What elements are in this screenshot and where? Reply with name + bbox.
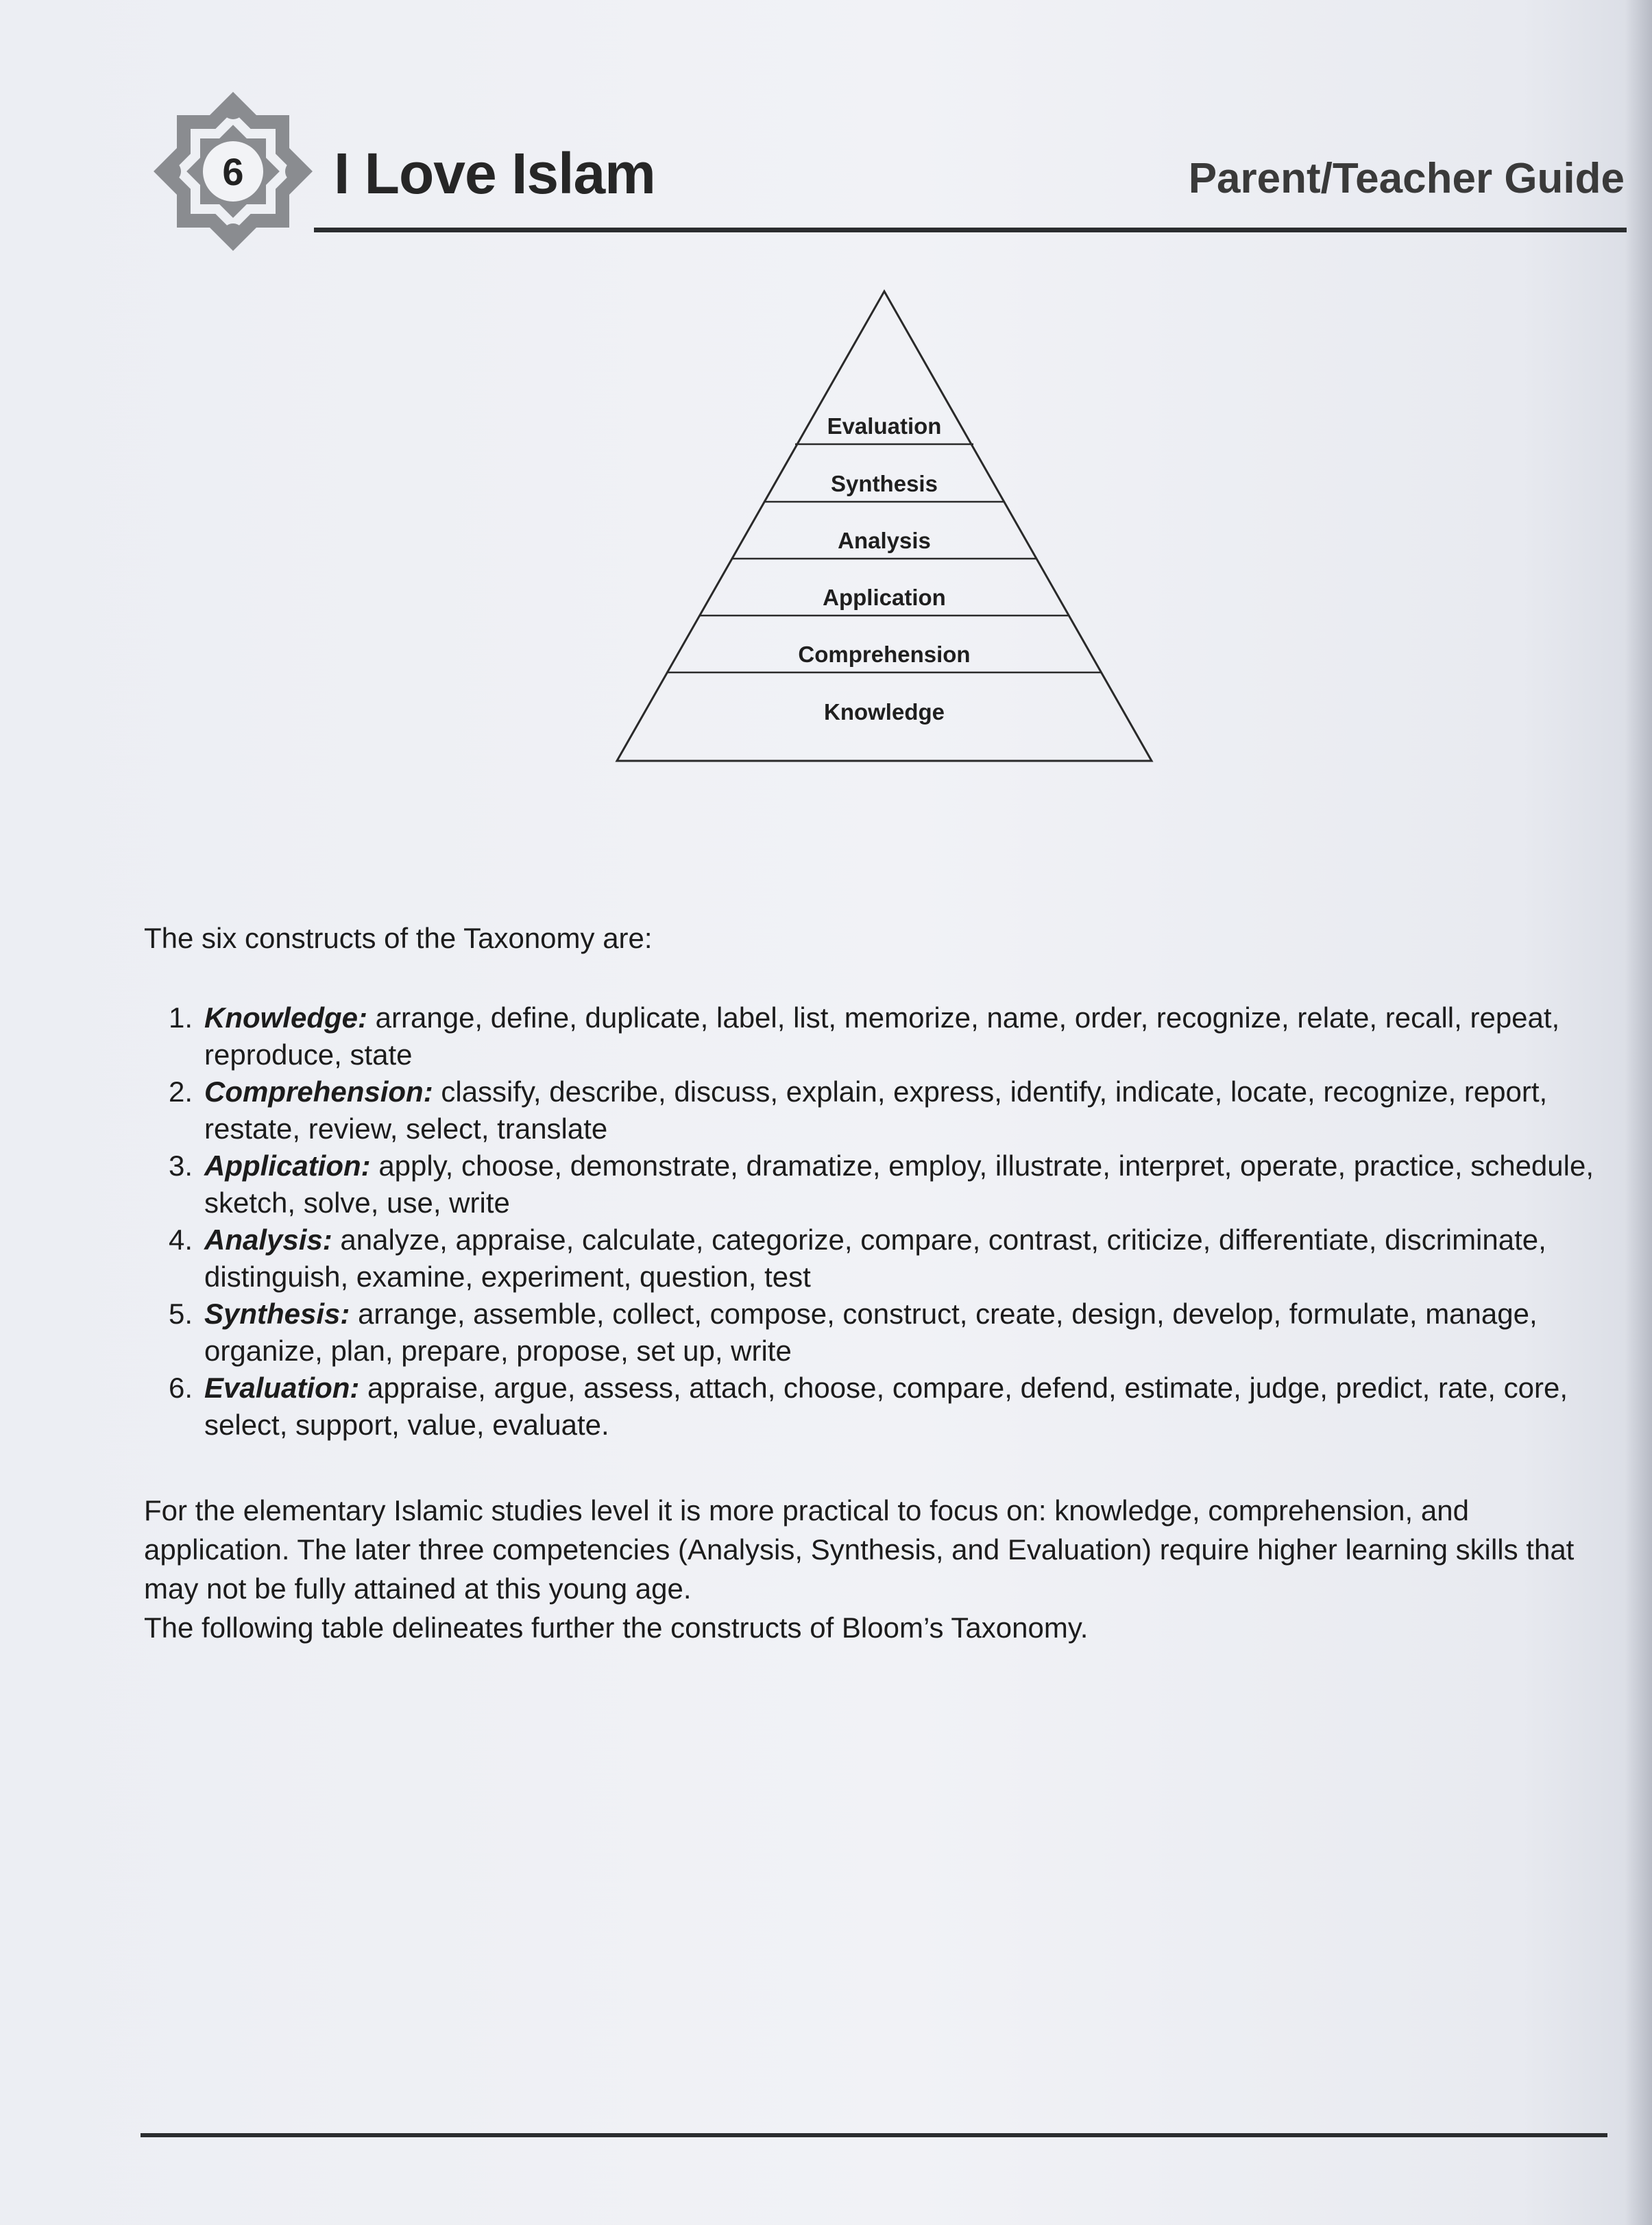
taxonomy-pyramid: [610, 288, 1158, 768]
pyramid-level-evaluation: Evaluation: [827, 413, 942, 439]
book-title: I Love Islam: [334, 141, 655, 206]
construct-term: Evaluation:: [204, 1372, 360, 1404]
construct-term: Comprehension:: [204, 1075, 433, 1108]
construct-term: Application:: [204, 1150, 371, 1182]
pyramid-level-analysis: Analysis: [838, 528, 931, 553]
construct-verbs: arrange, define, duplicate, label, list, memorize, name, order, recognize, relate, recall, repeat, reproduce, state: [204, 1001, 1560, 1071]
list-item: 4. Analysis: analyze, appraise, calculate, categorize, compare, contrast, criticize, differentiate, discriminate, distinguish, examine, experiment, question, test: [169, 1224, 1546, 1293]
footer-divider: [141, 2133, 1607, 2137]
construct-verbs: arrange, assemble, collect, compose, construct, create, design, develop, formulate, manage, organize, plan, prepare, propose, set up, write: [204, 1298, 1538, 1367]
list-item: 3. Application: apply, choose, demonstrate, dramatize, employ, illustrate, interpret, operate, practice, schedule, sketch, solve, use, write: [169, 1150, 1594, 1219]
list-item: 1. Knowledge: arrange, define, duplicate, label, list, memorize, name, order, recognize, relate, recall, repeat, reproduce, state: [169, 1001, 1560, 1071]
table-note: The following table delineates further the constructs of Bloom’s Taxonomy.: [144, 1612, 1089, 1644]
construct-term: Analysis:: [204, 1224, 332, 1256]
construct-verbs: apply, choose, demonstrate, dramatize, employ, illustrate, interpret, operate, practice, schedule, sketch, solve, use, write: [204, 1150, 1594, 1219]
page-edge-shadow: [1625, 0, 1652, 2225]
construct-term: Synthesis:: [204, 1298, 350, 1330]
construct-term: Knowledge:: [204, 1001, 367, 1034]
list-item: 5. Synthesis: arrange, assemble, collect, compose, construct, create, design, develop, formulate, manage, organize, plan, prepare, propose, set up, write: [169, 1298, 1538, 1367]
list-item: 6. Evaluation: appraise, argue, assess, attach, choose, compare, defend, estimate, judge, predict, rate, core, select, support, value, evaluate.: [169, 1372, 1568, 1441]
list-item: 2. Comprehension: classify, describe, discuss, explain, express, identify, indicate, locate, recognize, report, restate, review, select, translate: [169, 1075, 1548, 1145]
construct-verbs: appraise, argue, assess, attach, choose, compare, defend, estimate, judge, predict, rate, core, select, support, value, evaluate.: [204, 1372, 1568, 1441]
construct-verbs: analyze, appraise, calculate, categorize, compare, contrast, criticize, differentiate, discriminate, distinguish, examine, experiment, question, test: [204, 1224, 1546, 1293]
guide-label: Parent/Teacher Guide: [1188, 155, 1625, 202]
header-divider: [314, 228, 1627, 232]
pyramid-outline: [617, 291, 1152, 761]
pyramid-level-synthesis: Synthesis: [831, 471, 938, 496]
chapter-emblem-icon: [144, 82, 322, 260]
constructs-list: [144, 999, 1631, 1444]
construct-verbs: classify, describe, discuss, explain, express, identify, indicate, locate, recognize, report, restate, review, select, translate: [204, 1075, 1548, 1145]
closing-text: [144, 1491, 1618, 1647]
chapter-number: 6: [222, 149, 244, 193]
closing-paragraph: For the elementary Islamic studies level it is more practical to focus on: knowledge, comprehension, and application. The later three competencies (Analysis, Synthesis, and Evaluation) require higher learning skills that may not be fully attained at this young age.: [144, 1494, 1575, 1605]
pyramid-level-application: Application: [823, 585, 946, 610]
constructs-intro: The six constructs of the Taxonomy are:: [144, 922, 653, 954]
pyramid-level-comprehension: Comprehension: [798, 642, 971, 667]
pyramid-level-knowledge: Knowledge: [823, 699, 945, 725]
